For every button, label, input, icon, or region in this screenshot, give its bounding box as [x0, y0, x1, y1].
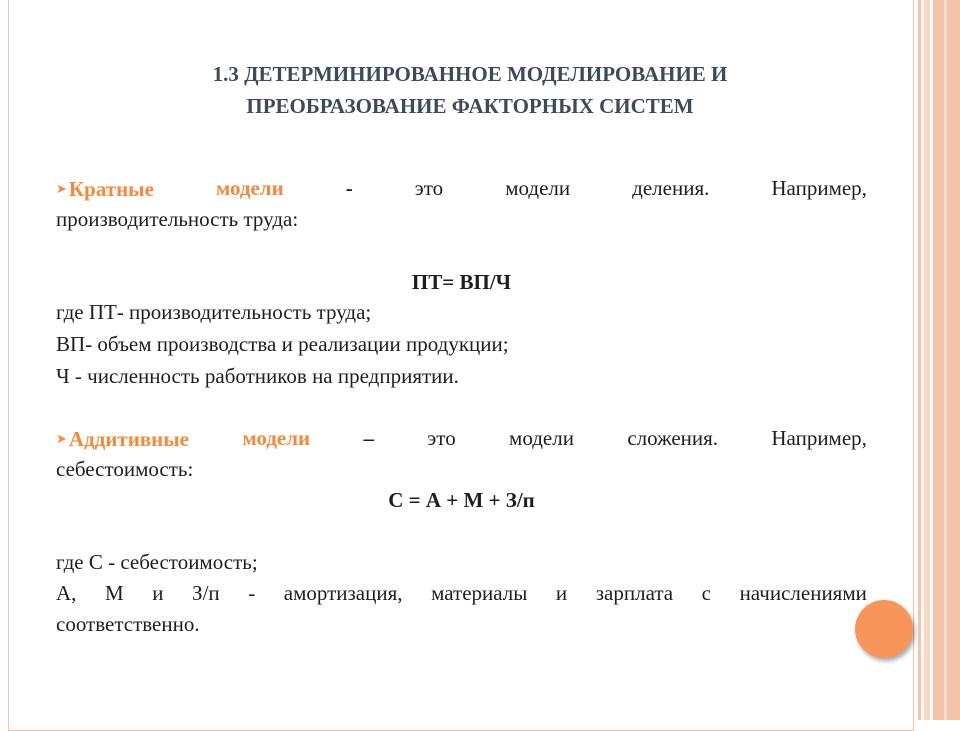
definition-line-justified: [56, 578, 867, 609]
word: зарплата: [595, 581, 674, 605]
arrow-bullet-icon: ➤: [56, 181, 67, 196]
multiple-models-line: [56, 173, 867, 205]
definition-line: где С - себестоимость;: [56, 550, 258, 574]
formula-cost: С = А + М + З/п: [388, 488, 535, 512]
additive-models-line: [56, 423, 867, 455]
definition-line: ВП- объем производства и реализации продукции;: [56, 332, 509, 356]
word: М: [104, 581, 124, 605]
word: деления.: [632, 176, 710, 200]
slide-title-line1: 1.3 ДЕТЕРМИНИРОВАННОЕ МОДЕЛИРОВАНИЕ И: [212, 62, 728, 86]
right-stripe: [918, 0, 921, 720]
formula-productivity: ПТ= ВП/Ч: [411, 270, 512, 294]
word: амортизация,: [283, 581, 403, 605]
dash: –: [363, 426, 374, 450]
word: А,: [56, 581, 77, 605]
word: начислениями: [739, 581, 867, 605]
word: модели: [509, 426, 574, 450]
dash: -: [345, 176, 353, 200]
term-word: модели: [242, 426, 311, 450]
word: сложения.: [627, 426, 719, 450]
word: модели: [505, 176, 571, 200]
word: и: [555, 581, 568, 605]
word: Например,: [771, 176, 867, 200]
arrow-bullet-icon: ➤: [56, 431, 67, 446]
word: материалы: [431, 581, 528, 605]
slide-title-line2: ПРЕОБРАЗОВАНИЕ ФАКТОРНЫХ СИСТЕМ: [246, 94, 694, 118]
multiple-models-cont: производительность труда:: [56, 207, 299, 231]
word: это: [427, 426, 456, 450]
word: -: [248, 581, 256, 605]
right-stripe: [924, 0, 930, 720]
word: Например,: [771, 426, 867, 450]
word: и: [152, 581, 164, 605]
term-word: модели: [215, 176, 284, 200]
word: с: [701, 581, 711, 605]
additive-models-term: ➤Аддитивные: [56, 427, 189, 451]
right-stripe: [944, 0, 947, 720]
definition-line: соответственно.: [56, 612, 200, 636]
additive-models-cont: себестоимость:: [56, 457, 194, 481]
word: З/п: [192, 581, 220, 605]
word: это: [414, 176, 444, 200]
definition-line: Ч - численность работников на предприятии.: [56, 364, 459, 388]
definition-line: где ПТ- производительность труда;: [56, 300, 372, 324]
multiple-models-term: ➤Кратные: [56, 177, 154, 201]
